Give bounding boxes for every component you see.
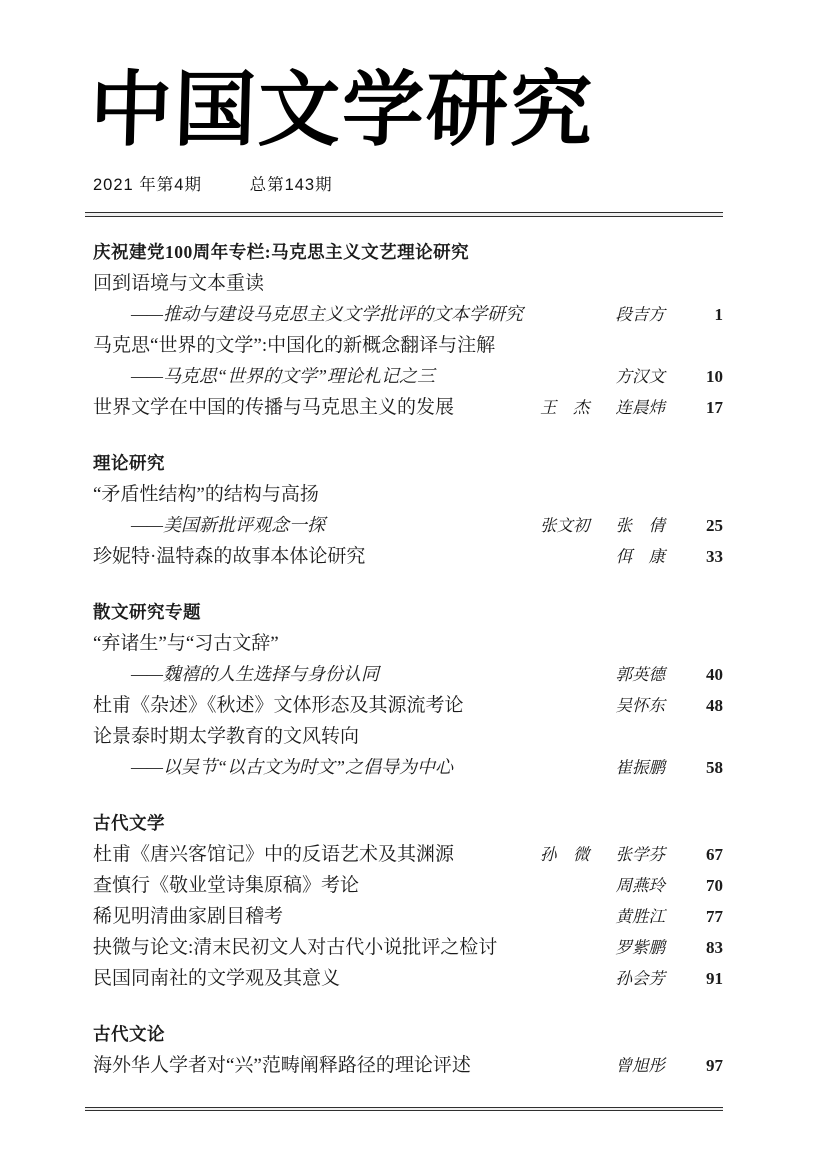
issue-number: 2021 年第4期: [93, 176, 202, 195]
page-number: 25: [706, 515, 723, 535]
author-name: 孙会芳: [615, 968, 665, 988]
author-name: 张学芬: [615, 844, 665, 864]
author-group: [616, 901, 666, 932]
page-number: 10: [706, 366, 723, 386]
journal-masthead-title: 中国文学研究: [88, 65, 596, 156]
toc-entry-row: [93, 392, 723, 423]
toc-section: [93, 1019, 723, 1081]
article-title: “弃诸生”与“习古文辞”: [93, 632, 279, 654]
author-name: 段吉方: [615, 304, 665, 324]
author-group: [616, 299, 666, 330]
article-title: 回到语境与文本重读: [93, 272, 265, 294]
article-subtitle: ——以吴节“以古文为时文”之倡导为中心: [131, 756, 454, 777]
toc-entry-row: [93, 932, 723, 963]
article-title: 杜甫《唐兴客馆记》中的反语艺术及其渊源: [93, 843, 455, 865]
toc-entry-row: [93, 839, 723, 870]
article-title: 民国同南社的文学观及其意义: [93, 967, 341, 989]
author-name: 佴 康: [615, 546, 665, 566]
toc-entry-row: [93, 870, 723, 901]
page-number: 97: [706, 1055, 723, 1075]
author-group: [616, 1050, 666, 1081]
toc-section: [93, 237, 723, 423]
section-heading: 古代文论: [93, 1023, 165, 1044]
article-title: 海外华人学者对“兴”范畴阐释路径的理论评述: [93, 1054, 471, 1076]
page-number: 83: [706, 937, 723, 957]
page-number: 33: [706, 546, 723, 566]
page-number: 1: [714, 304, 723, 324]
article-title: 稀见明清曲家剧目稽考: [93, 905, 284, 927]
author-group: [616, 361, 666, 392]
page-number: 48: [706, 695, 723, 715]
author-group: [616, 659, 666, 690]
page-number: 67: [706, 844, 723, 864]
author-group: [616, 963, 666, 994]
page-number: 40: [706, 664, 723, 684]
toc-entry-row: [93, 690, 723, 721]
author-name: 孙 微: [540, 844, 590, 864]
author-group: [616, 541, 666, 572]
toc-section: [93, 448, 723, 572]
section-heading: 散文研究专题: [93, 601, 201, 622]
toc-entry-row: [93, 479, 723, 510]
page-number: 70: [706, 875, 723, 895]
toc-entry-row: [93, 752, 723, 783]
article-subtitle: ——马克思“世界的文学”理论札记之三: [131, 365, 436, 386]
volume-number: 总第143期: [249, 176, 333, 195]
section-heading: 理论研究: [93, 452, 165, 473]
section-heading: 庆祝建党100周年专栏:马克思主义文艺理论研究: [93, 241, 470, 262]
toc-section: [93, 808, 723, 994]
page-number: 77: [706, 906, 723, 926]
toc-entry-row: [93, 268, 723, 299]
header-divider: [85, 212, 723, 217]
page-number: 91: [706, 968, 723, 988]
article-title: 论景泰时期太学教育的文风转向: [93, 725, 360, 747]
toc-entry-row: [93, 541, 723, 572]
author-group: [616, 752, 666, 783]
author-name: 张文初: [540, 515, 590, 535]
footer-divider: [85, 1107, 723, 1112]
table-of-contents: [93, 237, 723, 1081]
article-title: 查慎行《敬业堂诗集原稿》考论: [93, 874, 360, 896]
toc-entry-row: [93, 361, 723, 392]
toc-entry-row: [93, 659, 723, 690]
author-name: 曾旭彤: [615, 1055, 665, 1075]
page-number: 58: [706, 757, 723, 777]
author-group: [616, 932, 666, 963]
article-title: 珍妮特·温特森的故事本体论研究: [93, 545, 366, 567]
author-name: 张 倩: [615, 515, 665, 535]
article-title: 世界文学在中国的传播与马克思主义的发展: [93, 396, 455, 418]
toc-section: [93, 597, 723, 783]
author-group: [616, 870, 666, 901]
article-title: 马克思“世界的文学”:中国化的新概念翻译与注解: [93, 334, 496, 356]
toc-entry-row: [93, 721, 723, 752]
page-number: 17: [706, 397, 723, 417]
article-subtitle: ——美国新批评观念一探: [131, 514, 326, 535]
article-subtitle: ——推动与建设马克思主义文学批评的文本学研究: [131, 303, 524, 324]
article-title: “矛盾性结构”的结构与高扬: [93, 483, 319, 505]
issue-line: [93, 174, 816, 196]
author-name: 崔振鹏: [615, 757, 665, 777]
toc-entry-row: [93, 963, 723, 994]
author-group: [540, 510, 665, 541]
article-title: 杜甫《杂述》《秋述》文体形态及其源流考论: [93, 694, 464, 716]
author-name: 王 杰: [540, 397, 590, 417]
author-name: 郭英德: [615, 664, 665, 684]
toc-entry-row: [93, 901, 723, 932]
author-name: 方汉文: [615, 366, 665, 386]
author-name: 吴怀东: [615, 695, 665, 715]
author-group: [540, 839, 665, 870]
author-name: 连晨炜: [615, 397, 665, 417]
toc-entry-row: [93, 330, 723, 361]
author-group: [616, 690, 666, 721]
article-title: 抉微与论文:清末民初文人对古代小说批评之检讨: [93, 936, 498, 958]
toc-entry-row: [93, 1050, 723, 1081]
author-group: [540, 392, 665, 423]
toc-entry-row: [93, 299, 723, 330]
author-name: 罗紫鹏: [615, 937, 665, 957]
author-name: 周燕玲: [615, 875, 665, 895]
toc-entry-row: [93, 510, 723, 541]
toc-entry-row: [93, 628, 723, 659]
section-heading: 古代文学: [93, 812, 165, 833]
article-subtitle: ——魏禧的人生选择与身份认同: [131, 663, 380, 684]
author-name: 黄胜江: [615, 906, 665, 926]
